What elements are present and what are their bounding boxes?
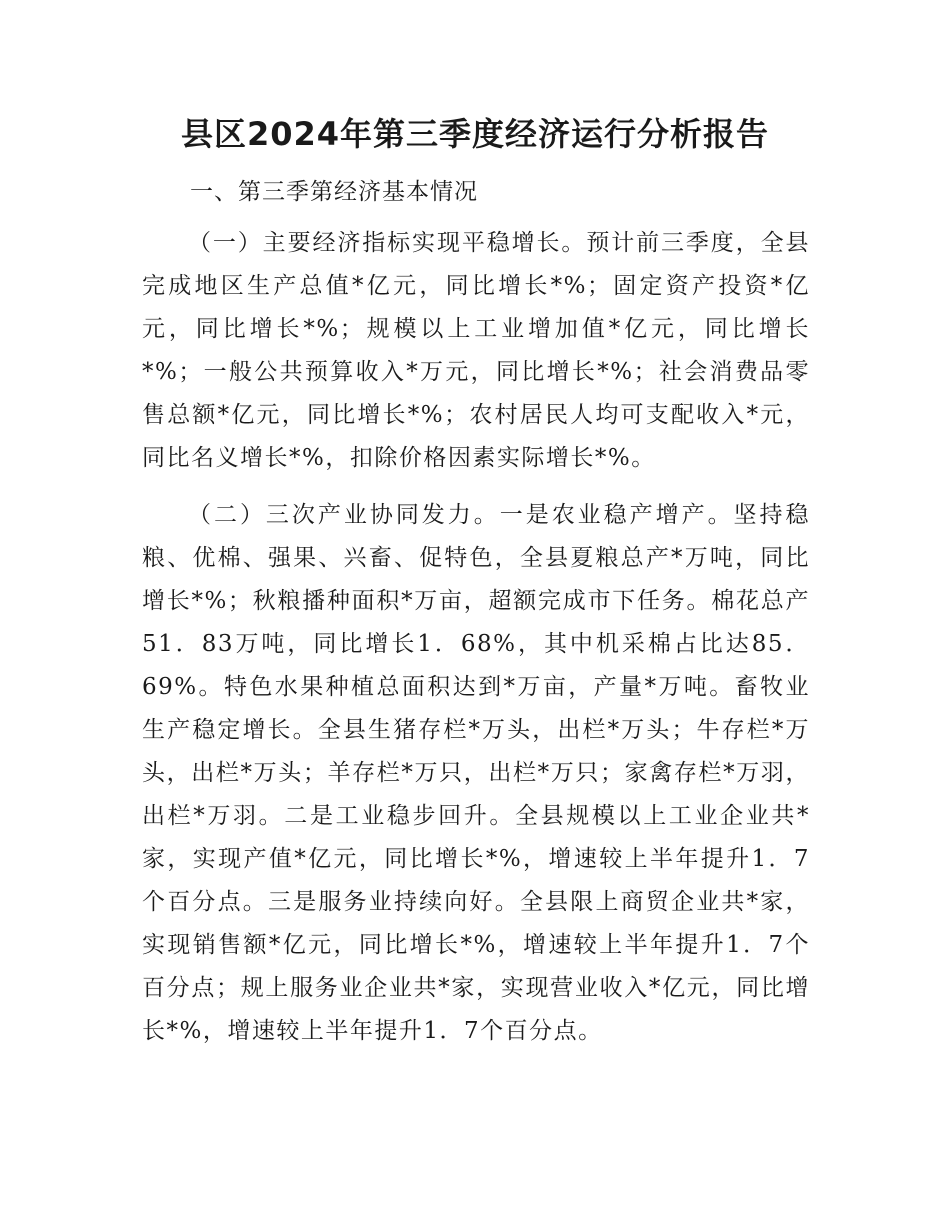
paragraph-economic-indicators: （一）主要经济指标实现平稳增长。预计前三季度，全县完成地区生产总值*亿元，同比增长*%；固定资产投资*亿元，同比增长*%；规模以上工业增加值*亿元，同比增长*%；一般公共预算收入*万元，同比增长*%；社会消费品零售总额*亿元，同比增长*%；农村居民人均可支配收入*元，同比名义增长*%，扣除价格因素实际增长*%。 <box>142 230 810 471</box>
section-heading: 一、第三季第经济基本情况 <box>190 179 478 205</box>
paragraph-industry-collaboration: （二）三次产业协同发力。一是农业稳产增产。坚持稳粮、优棉、强果、兴畜、促特色，全县夏粮总产*万吨，同比增长*%；秋粮播种面积*万亩，超额完成市下任务。棉花总产51．83万吨，同比增长1．68%，其中机采棉占比达85．69%。特色水果种植总面积达到*万亩，产量*万吨。畜牧业生产稳定增长。全县生猪存栏*万头，出栏*万头；牛存栏*万头，出栏*万头；羊存栏*万只，出栏*万只；家禽存栏*万羽，出栏*万羽。二是工业稳步回升。全县规模以上工业企业共*家，实现产值*亿元，同比增长*%，增速较上半年提升1．7个百分点。三是服务业持续向好。全县限上商贸企业共*家，实现销售额*亿元，同比增长*%，增速较上半年提升1．7个百分点；规上服务业企业共*家，实现营业收入*亿元，同比增长*%，增速较上半年提升1．7个百分点。 <box>142 502 810 1044</box>
document-title: 县区2024年第三季度经济运行分析报告 <box>180 115 770 153</box>
